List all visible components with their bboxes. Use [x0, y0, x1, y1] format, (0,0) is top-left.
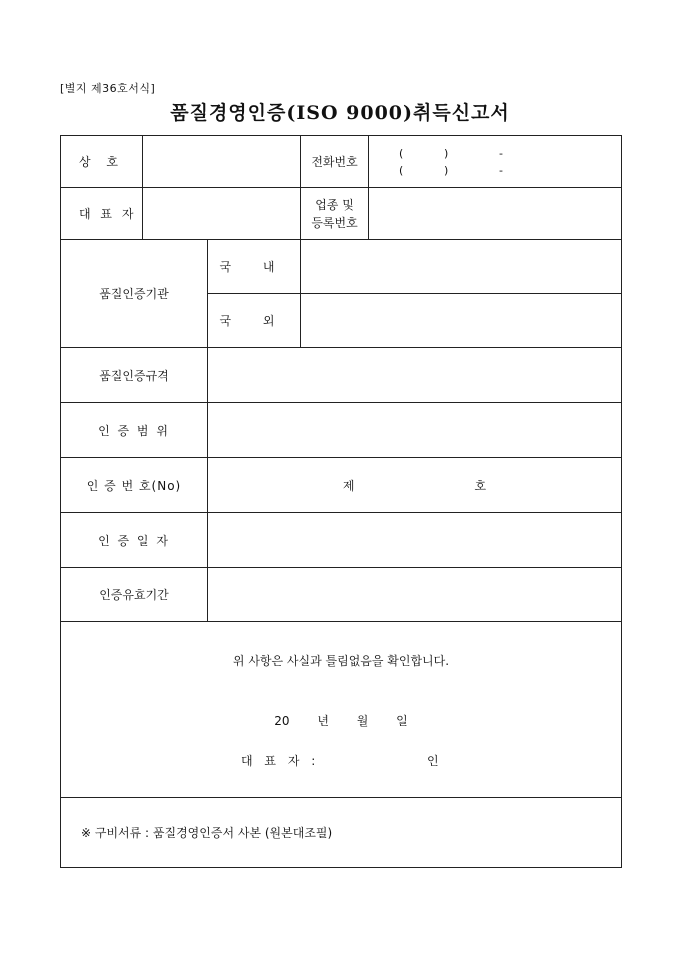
cert-scope-field[interactable]	[208, 403, 622, 458]
domestic-field[interactable]	[301, 240, 622, 294]
required-documents-note: ※ 구비서류 : 품질경영인증서 사본 (원본대조필)	[61, 798, 622, 868]
row-cert-scope	[61, 403, 622, 458]
cert-standard-field[interactable]	[208, 348, 622, 403]
row-trade-name	[61, 136, 622, 188]
row-cert-validity	[61, 568, 622, 622]
form-number: [별지 제36호서식]	[60, 82, 156, 95]
foreign-field[interactable]	[301, 294, 622, 348]
foreign-label: 국 외	[208, 294, 301, 348]
cert-body-label: 품질인증기관	[61, 240, 208, 348]
signature-representative-label: 대 표 자 :	[241, 754, 320, 768]
day-label: 일	[396, 714, 408, 728]
phone-field[interactable]	[369, 136, 622, 188]
phone-label: 전화번호	[301, 136, 369, 188]
business-reg-label: 업종 및 등록번호	[301, 188, 369, 240]
cert-standard-label: 품질인증규격	[61, 348, 208, 403]
representative-label: 대 표 자	[61, 188, 143, 240]
row-note	[61, 798, 622, 868]
phone-line-1: ( ) -	[399, 146, 503, 160]
row-cert-body-domestic	[61, 240, 622, 294]
row-representative	[61, 188, 622, 240]
row-cert-date	[61, 513, 622, 568]
cert-validity-label: 인증유효기간	[61, 568, 208, 622]
cert-date-label: 인 증 일 자	[61, 513, 208, 568]
phone-line-2: ( ) -	[399, 163, 503, 177]
form-title: 품질경영인증(ISO 9000)취득신고서	[170, 102, 510, 124]
trade-name-field[interactable]	[143, 136, 301, 188]
cert-number-suffix: 호	[474, 478, 487, 493]
year-prefix[interactable]: 20	[274, 714, 290, 728]
seal-label[interactable]: 인	[427, 754, 439, 768]
row-confirmation	[61, 622, 622, 798]
cert-number-prefix: 제	[342, 478, 355, 493]
report-form-table	[60, 135, 622, 868]
row-cert-standard	[61, 348, 622, 403]
cert-number-label: 인 증 번 호(No)	[61, 458, 208, 513]
representative-field[interactable]	[143, 188, 301, 240]
date-line	[61, 712, 621, 729]
trade-name-label: 상 호	[61, 136, 143, 188]
year-label: 년	[317, 714, 329, 728]
cert-scope-label: 인 증 범 위	[61, 403, 208, 458]
domestic-label: 국 내	[208, 240, 301, 294]
cert-date-field[interactable]	[208, 513, 622, 568]
row-cert-number	[61, 458, 622, 513]
cert-validity-field[interactable]	[208, 568, 622, 622]
confirmation-cell	[61, 622, 622, 798]
confirmation-statement: 위 사항은 사실과 틀림없음을 확인합니다.	[232, 654, 450, 668]
month-label: 월	[356, 714, 369, 728]
cert-number-field[interactable]	[208, 458, 622, 513]
business-reg-field[interactable]	[369, 188, 622, 240]
